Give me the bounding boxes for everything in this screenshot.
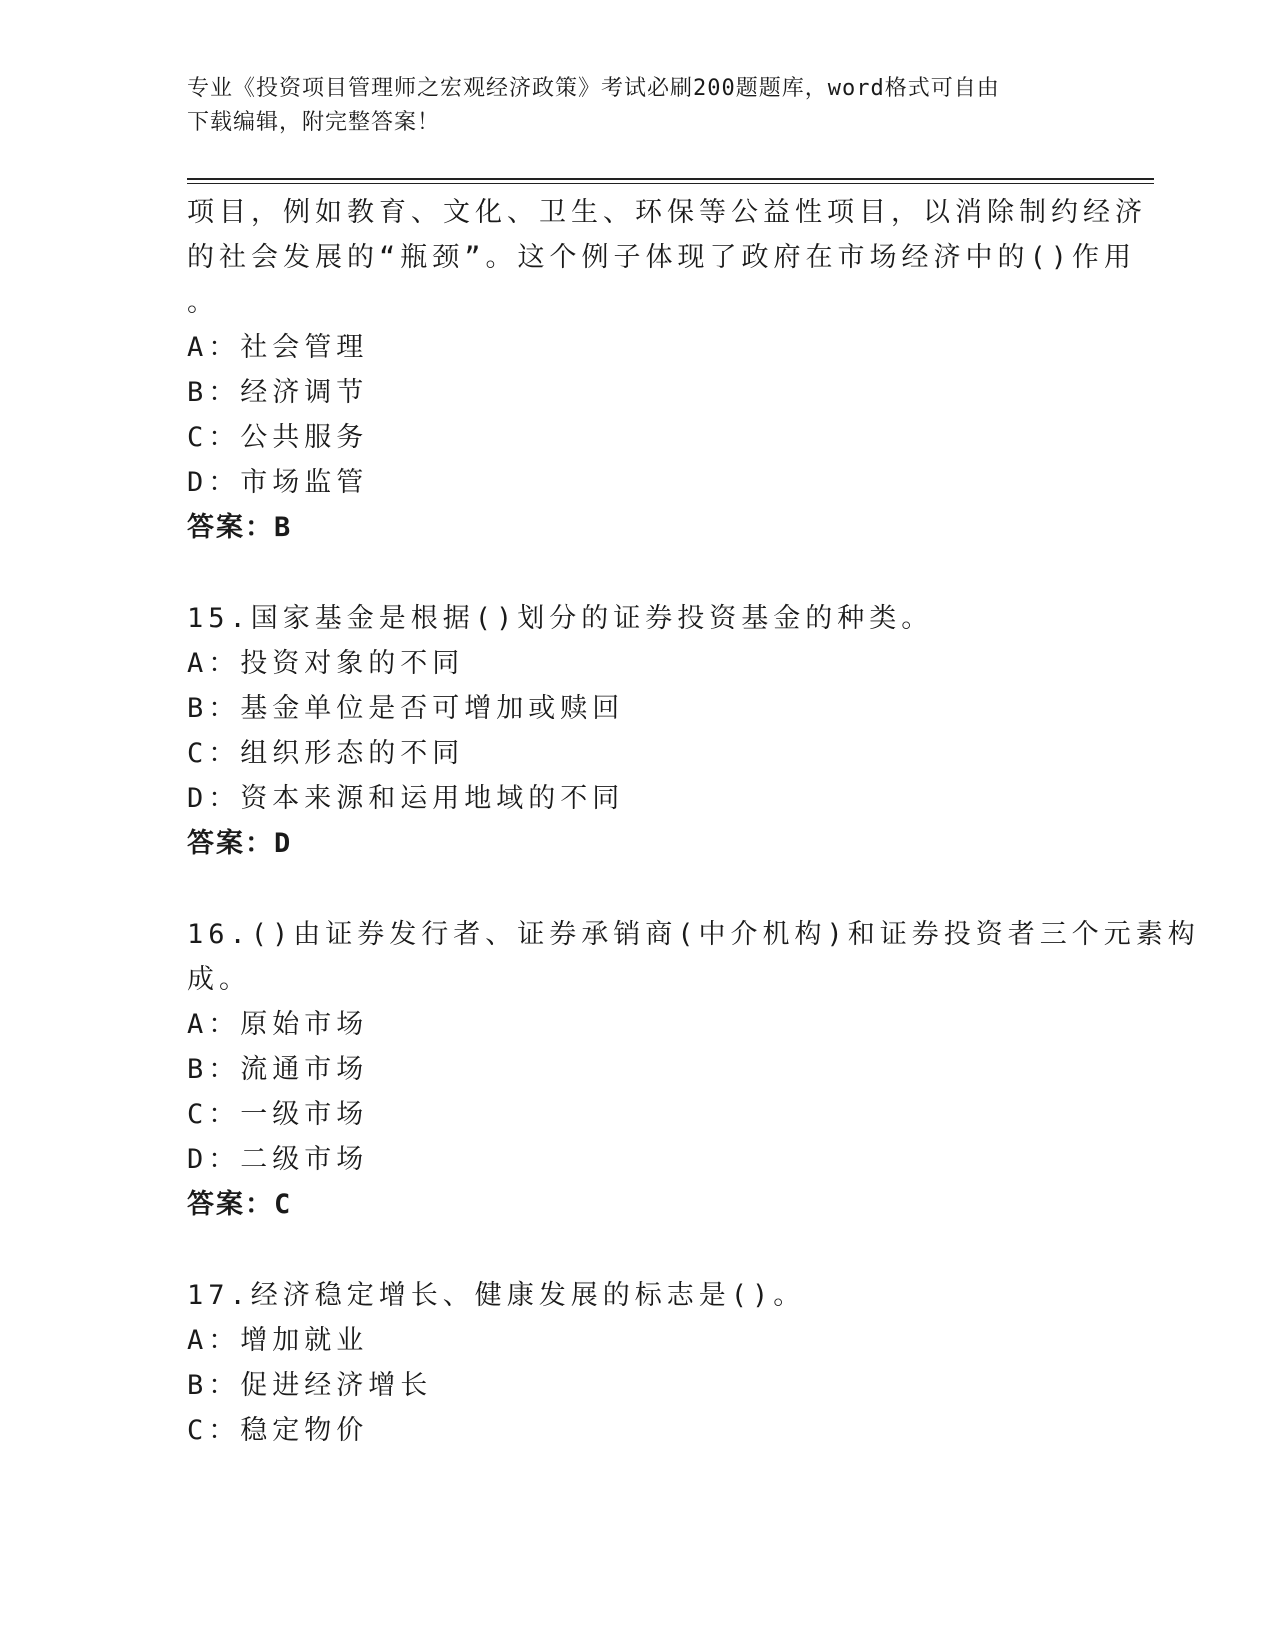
option-b: B：促进经济增长 bbox=[187, 1370, 433, 1401]
header-line-2: 下载编辑，附完整答案！ bbox=[187, 110, 441, 135]
option-d: D：二级市场 bbox=[187, 1144, 369, 1175]
question-17 bbox=[187, 1273, 1087, 1453]
option-b: B：流通市场 bbox=[187, 1054, 369, 1085]
question-text: 项目，例如教育、文化、卫生、环保等公益性项目，以消除制约经济 bbox=[187, 197, 1147, 228]
question-list bbox=[187, 190, 1200, 1453]
option-a: A：投资对象的不同 bbox=[187, 648, 465, 679]
answer: 答案：D bbox=[187, 828, 293, 859]
option-a: A：社会管理 bbox=[187, 332, 369, 363]
spacer bbox=[187, 550, 1087, 596]
option-d: D：资本来源和运用地域的不同 bbox=[187, 783, 625, 814]
option-a: A：原始市场 bbox=[187, 1009, 369, 1040]
question-text: 17.经济稳定增长、健康发展的标志是()。 bbox=[187, 1280, 806, 1311]
option-d: D：市场监管 bbox=[187, 467, 369, 498]
question-text: 16.()由证券发行者、证券承销商(中介机构)和证券投资者三个元素构 bbox=[187, 919, 1200, 950]
option-c: C：一级市场 bbox=[187, 1099, 369, 1130]
option-c: C：稳定物价 bbox=[187, 1415, 369, 1446]
spacer bbox=[187, 1227, 1087, 1273]
header-rule bbox=[187, 178, 1154, 180]
spacer bbox=[187, 866, 1087, 912]
option-a: A：增加就业 bbox=[187, 1325, 369, 1356]
answer: 答案：C bbox=[187, 1189, 293, 1220]
option-c: C：公共服务 bbox=[187, 422, 369, 453]
option-b: B：经济调节 bbox=[187, 377, 369, 408]
option-b: B：基金单位是否可增加或赎回 bbox=[187, 693, 625, 724]
header-line-1: 专业《投资项目管理师之宏观经济政策》考试必刷200题题库，word格式可自由 bbox=[187, 76, 1000, 101]
question-text: 15.国家基金是根据()划分的证券投资基金的种类。 bbox=[187, 603, 934, 634]
document-header bbox=[187, 72, 1087, 140]
question-text: 。 bbox=[187, 287, 219, 318]
question-14 bbox=[187, 190, 1147, 550]
answer: 答案：B bbox=[187, 512, 293, 543]
question-text: 的社会发展的“瓶颈”。这个例子体现了政府在市场经济中的()作用 bbox=[187, 242, 1137, 273]
question-15 bbox=[187, 596, 1087, 866]
question-text: 成。 bbox=[187, 964, 251, 995]
header-rule-thin bbox=[187, 183, 1154, 184]
question-16 bbox=[187, 912, 1200, 1227]
option-c: C：组织形态的不同 bbox=[187, 738, 465, 769]
